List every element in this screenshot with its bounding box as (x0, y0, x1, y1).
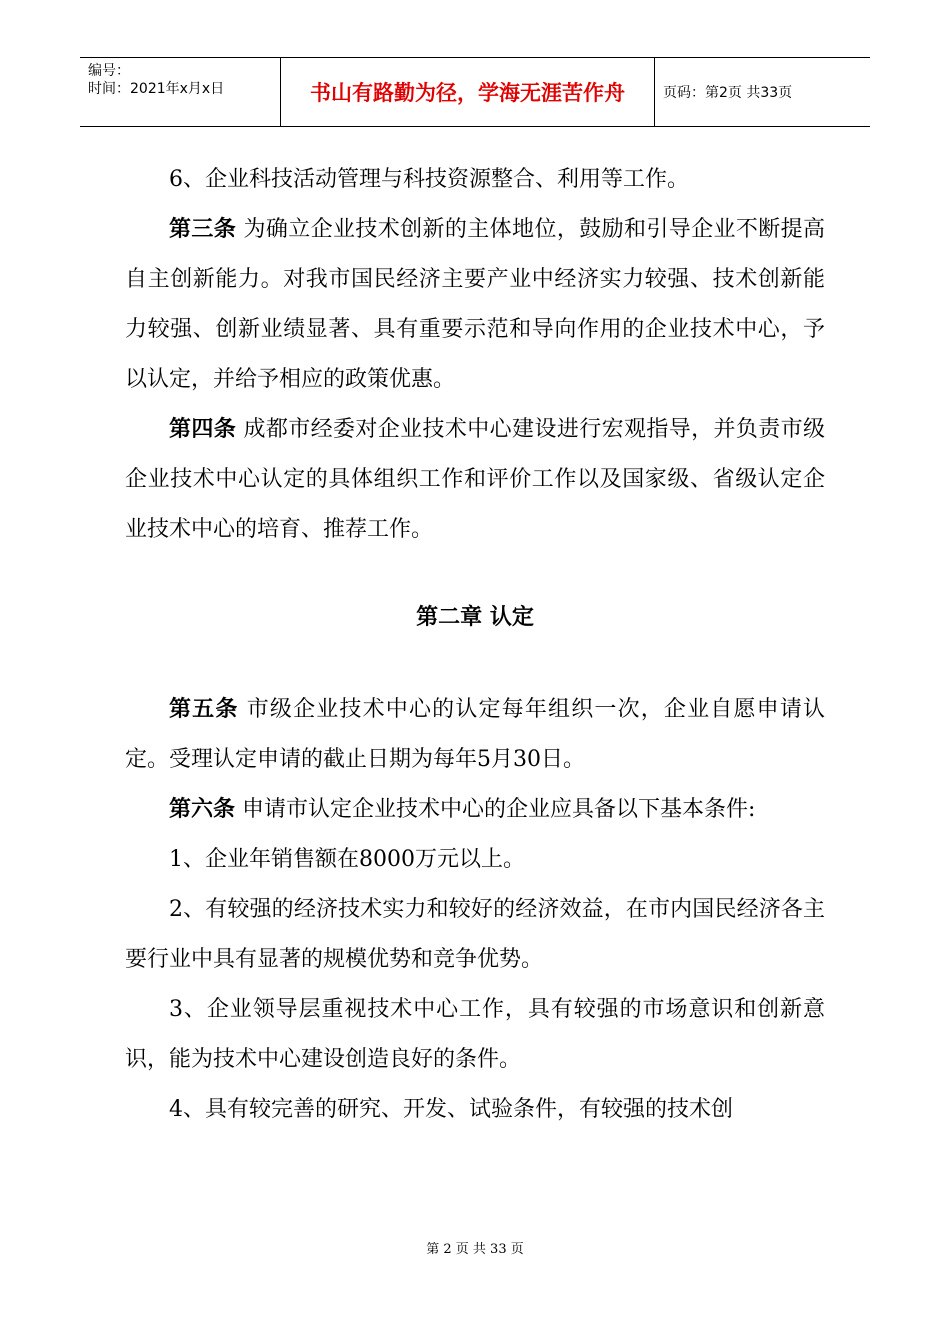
article-3 (125, 205, 825, 405)
time-label: 时间：2021年x月x日 (88, 81, 225, 97)
page-header (80, 57, 870, 127)
article-4-title: 第四条 (169, 417, 237, 442)
article-4 (125, 405, 825, 555)
article-4-text: 成都市经委对企业技术中心建设进行宏观指导，并负责市级企业技术中心认定的具体组织工作和评价工作以及国家级、省级认定企业技术中心的培育、推荐工作。 (125, 417, 825, 542)
article-5-title: 第五条 (169, 697, 239, 722)
article-6-title: 第六条 (169, 797, 236, 822)
header-motto: 书山有路勤为径，学海无涯苦作舟 (281, 58, 655, 126)
condition-item-3: 3、企业领导层重视技术中心工作，具有较强的市场意识和创新意识，能为技术中心建设创造良好的条件。 (125, 997, 825, 1072)
article-5 (125, 685, 825, 785)
condition-item-4: 4、具有较完善的研究、开发、试验条件，有较强的技术创 (169, 1097, 733, 1122)
paragraph-item-6: 6、企业科技活动管理与科技资源整合、利用等工作。 (169, 167, 689, 192)
article-6 (125, 785, 825, 835)
condition-item-2: 2、有较强的经济技术实力和较好的经济效益，在市内国民经济各主要行业中具有显著的规模优势和竞争优势。 (125, 897, 825, 972)
document-body (125, 155, 825, 1135)
chapter-heading: 第二章 认定 (416, 605, 534, 630)
article-3-title: 第三条 (169, 217, 237, 242)
article-5-text: 市级企业技术中心的认定每年组织一次，企业自愿申请认定。受理认定申请的截止日期为每年5月30日。 (125, 697, 825, 772)
article-3-text: 为确立企业技术创新的主体地位，鼓励和引导企业不断提高自主创新能力。对我市国民经济主要产业中经济实力较强、技术创新能力较强、创新业绩显著、具有重要示范和导向作用的企业技术中心，予以认定，并给予相应的政策优惠。 (125, 217, 825, 392)
condition-item-1: 1、企业年销售额在8000万元以上。 (169, 847, 525, 872)
page-footer: 第 2 页 共 33 页 (426, 1242, 524, 1257)
header-meta (80, 58, 281, 126)
header-page-info: 页码：第2页 共33页 (663, 85, 793, 101)
article-6-text: 申请市认定企业技术中心的企业应具备以下基本条件: (235, 797, 756, 822)
number-label: 编号： (88, 63, 130, 79)
